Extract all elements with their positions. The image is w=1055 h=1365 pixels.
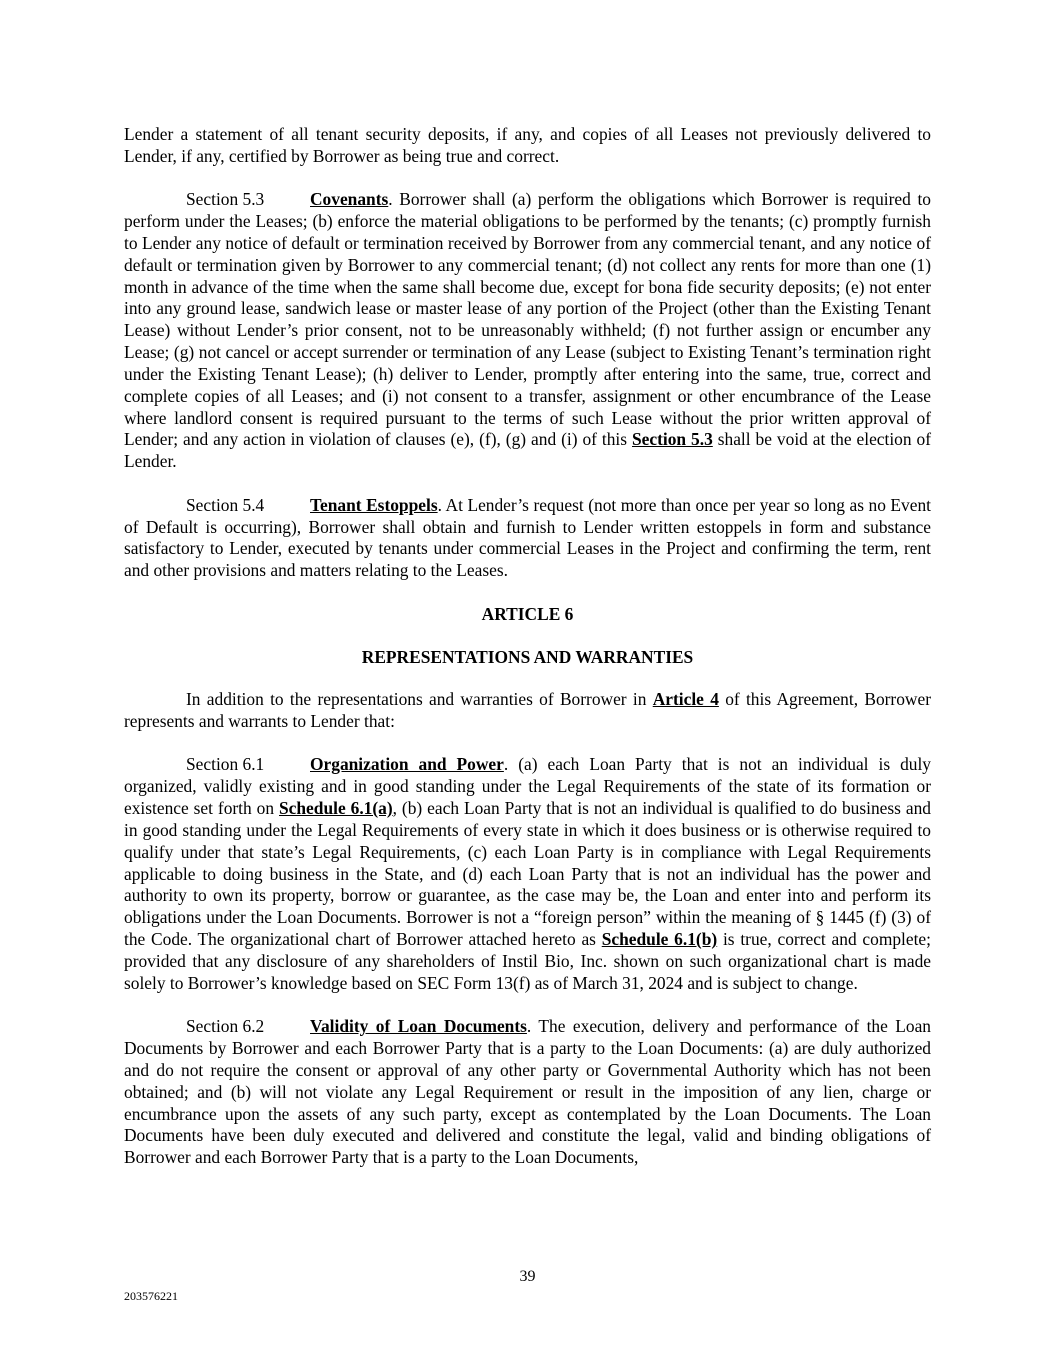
cross-reference: Article 4	[652, 689, 719, 710]
page-number: 39	[519, 1268, 536, 1285]
document-page	[124, 124, 931, 1191]
section-number: Section 6.1	[186, 754, 265, 775]
section-title: Validity of Loan Documents	[310, 1016, 527, 1037]
section-text: . The execution, delivery and performance of the Loan Documents by Borrower and each Borrower Party that is a party to the Loan Documents: (a) are duly authorized and do not require the consent or approval of any other party or Governmental Authority which has not been obtained; and (b) will not violate any Legal Requirement or result in the imposition of any lien, charge or encumbrance upon the assets of any such party, except as contemplated by the Loan Documents. The Loan Documents have been duly executed and delivered and constitute the legal, valid and binding obligations of Borrower and each Borrower Party that is a party to the Loan Documents,	[124, 1016, 931, 1168]
intro-text: Lender a statement of all tenant security deposits, if any, and copies of all Leases not previously delivered to Lender, if any, certified by Borrower as being true and correct.	[124, 124, 931, 166]
intro-text: In addition to the representations and warranties of Borrower in	[186, 689, 653, 710]
cross-reference: Section 5.3	[632, 429, 713, 450]
article-heading: ARTICLE 6	[481, 603, 574, 624]
section-title: Tenant Estoppels	[310, 494, 438, 515]
section-number: Section 5.3	[186, 189, 265, 210]
section-text: is true, correct and complete; provided that any disclosure of any shareholders of Instil Bio, Inc. shown on such organizational chart is made solely to Borrower’s knowledge based on SEC Form 13(f) as of March 31, 2024 and is subject to change.	[124, 929, 931, 993]
section-6-2	[124, 1016, 931, 1169]
section-title: Organization and Power	[310, 754, 504, 775]
section-text: . At Lender’s request (not more than once per year so long as no Event of Default is occurring), Borrower shall obtain and furnish to Lender written estoppels in form and substance satisfactory to Lender, executed by tenants under commercial Leases in the Project and confirming the term, rent and other provisions and matters relating to the Leases.	[124, 494, 931, 581]
section-text: shall be void at the election of Lender.	[124, 429, 932, 472]
section-5-3	[124, 189, 931, 473]
section-title: Covenants	[310, 189, 389, 210]
section-text: . Borrower shall (a) perform the obligations which Borrower is required to perform under the Leases; (b) enforce the material obligations to be performed by the tenants; (c) promptly furnish to Lender any notice of default or termination received by Borrower from any commercial tenant, and any notice of default or termination given by Borrower to any commercial tenant; (d) not collect any rents for more than one (1) month in advance of the time when the same shall become due, except for bona fide security deposits; (e) not enter into any ground lease, sandwich lease or master lease of any portion of the Project (other than the Existing Tenant Lease) without Lender’s prior consent, not to be unreasonably withheld; (f) not further assign or encumber any Lease; (g) not cancel or accept surrender or termination of any Lease (subject to Existing Tenant’s termination right under the Existing Tenant Lease); (h) deliver to Lender, promptly after entering into the same, true, correct and complete copies of all Leases; and (i) not consent to a transfer, assignment or other encumbrance of the Lease where landlord consent is required pursuant to the terms of such Lease without the prior written approval of Lender; and any action in violation of clauses (e), (f), (g) and (i) of this	[124, 189, 931, 450]
section-number: Section 6.2	[186, 1016, 265, 1037]
intro-paragraph	[124, 124, 931, 168]
section-number: Section 5.4	[186, 494, 265, 515]
section-5-4	[124, 495, 931, 582]
cross-reference: Schedule 6.1(a)	[279, 798, 393, 819]
cross-reference: Schedule 6.1(b)	[601, 929, 718, 950]
section-text: , (b) each Loan Party that is not an individual is qualified to do business and in good standing under the Legal Requirements of every state in which it does business or is otherwise required to qualify under that state’s Legal Requirements, (c) each Loan Party is in compliance with Legal Requirements applicable to doing business in the State, and (d) each Loan Party that is not an individual has the power and authority to own its property, borrow or guarantee, as the case may be, the Loan and enter into and perform its obligations under the Loan Documents. Borrower is not a “foreign person” within the meaning of § 1445 (f) (3) of the Code. The organizational chart of Borrower attached hereto as	[124, 798, 931, 950]
section-text: . (a) each Loan Party that is not an individual is duly organized, validly existing and in good standing under the Legal Requirements of the state of its formation or existence set forth on	[124, 754, 932, 819]
document-id: 203576221	[124, 1289, 178, 1303]
article-intro	[124, 689, 931, 733]
section-6-1	[124, 754, 931, 994]
article-title: REPRESENTATIONS AND WARRANTIES	[361, 647, 694, 668]
intro-text: of this Agreement, Borrower represents and warrants to Lender that:	[124, 689, 931, 732]
